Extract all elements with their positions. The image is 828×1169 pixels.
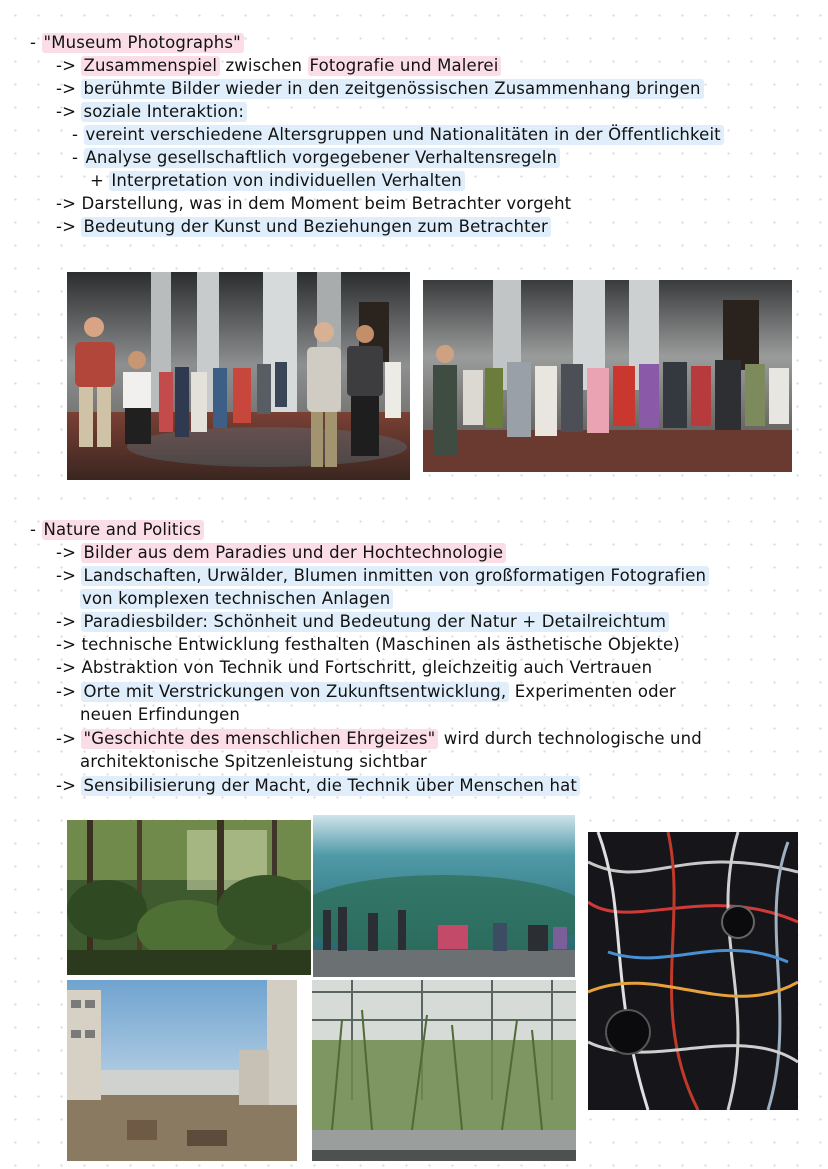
section2-bullet-5: -> Abstraktion von Technik und Fortschritt, gleichzeitig auch Vertrauen	[56, 658, 653, 677]
section2-bullet-2-cont: von komplexen technischen Anlagen	[80, 588, 393, 610]
section1-bullet-3: -> soziale Interaktion:	[56, 101, 247, 123]
section2-bullet-3: -> Paradiesbilder: Schönheit und Bedeutung der Natur + Detailreichtum	[56, 611, 669, 633]
aquarium-photo	[313, 815, 575, 977]
technology-cables-photo	[588, 832, 798, 1110]
section2-bullet-7-cont: architektonische Spitzenleistung sichtbar	[80, 752, 427, 771]
section1-bullet-2: -> berühmte Bilder wieder in den zeitgenössischen Zusammenhang bringen	[56, 78, 704, 100]
section2-title: Nature and Politics	[42, 520, 205, 540]
construction-site-photo	[67, 980, 297, 1161]
section2-title-line: - Nature and Politics	[30, 519, 204, 541]
section2-bullet-1: -> Bilder aus dem Paradies und der Hochtechnologie	[56, 542, 506, 564]
section2-bullet-6-cont: neuen Erfindungen	[80, 705, 241, 724]
section1-title: "Museum Photographs"	[42, 33, 244, 53]
section1-bullet-1: -> Zusammenspiel zwischen Fotografie und Malerei	[56, 55, 501, 77]
section2-bullet-7: -> "Geschichte des menschlichen Ehrgeizes" wird durch technologische und	[56, 729, 702, 748]
museum-photo-2	[423, 280, 792, 472]
museum-photo-1	[67, 272, 410, 480]
section2-bullet-2: -> Landschaften, Urwälder, Blumen inmitten von großformatigen Fotografien	[56, 565, 709, 587]
section1-subbullet-2: - Analyse gesellschaftlich vorgegebener Verhaltensregeln	[72, 147, 560, 169]
section2-bullet-4: -> technische Entwicklung festhalten (Maschinen als ästhetische Objekte)	[56, 635, 680, 654]
section1-subbullet-3: + Interpretation von individuellen Verhalten	[90, 170, 465, 192]
section1-subbullet-1: - vereint verschiedene Altersgruppen und Nationalitäten in der Öffentlichkeit	[72, 124, 724, 146]
greenhouse-photo	[312, 980, 576, 1161]
section1-title-line: - "Museum Photographs"	[30, 32, 244, 54]
section2-bullet-6: -> Orte mit Verstrickungen von Zukunftsentwicklung, Experimenten oder	[56, 682, 676, 701]
section2-bullet-8: -> Sensibilisierung der Macht, die Technik über Menschen hat	[56, 775, 580, 797]
jungle-photo	[67, 820, 311, 975]
section1-bullet-5: -> Bedeutung der Kunst und Beziehungen zum Betrachter	[56, 216, 551, 238]
section1-bullet-4: -> Darstellung, was in dem Moment beim Betrachter vorgeht	[56, 194, 572, 213]
